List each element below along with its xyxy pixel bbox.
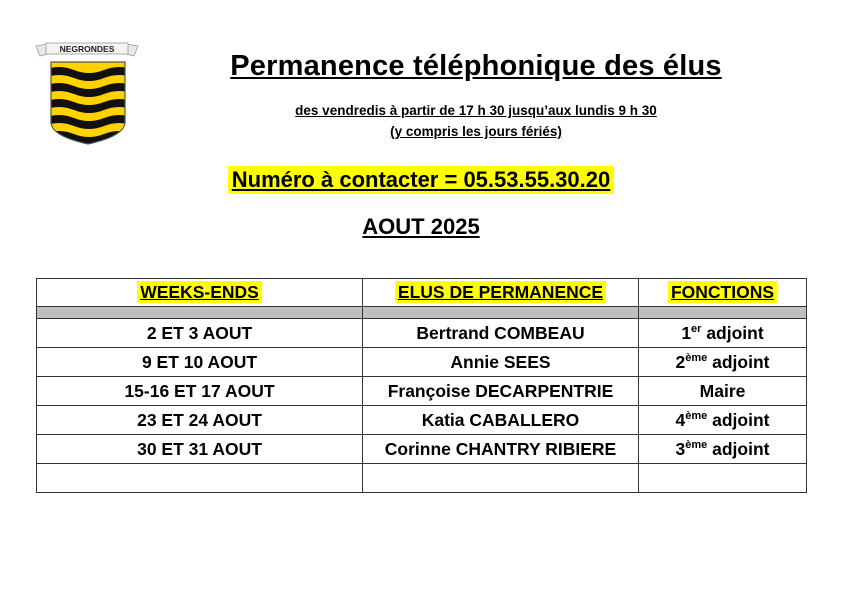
elected-name: Katia CABALLERO xyxy=(363,406,639,435)
function-cell: 2ème adjoint xyxy=(639,348,807,377)
elected-name: Annie SEES xyxy=(363,348,639,377)
function-cell: 3ème adjoint xyxy=(639,435,807,464)
month-heading: AOUT 2025 xyxy=(362,214,480,239)
table-row xyxy=(37,377,807,406)
weekend-dates: 30 ET 31 AOUT xyxy=(37,435,363,464)
weekend-dates: 15-16 ET 17 AOUT xyxy=(37,377,363,406)
function-cell: 4ème adjoint xyxy=(639,406,807,435)
function-cell: 1er adjoint xyxy=(639,319,807,348)
weekend-dates: 9 ET 10 AOUT xyxy=(37,348,363,377)
table-row xyxy=(37,435,807,464)
weekend-dates: 2 ET 3 AOUT xyxy=(37,319,363,348)
elected-name: Corinne CHANTRY RIBIERE xyxy=(363,435,639,464)
table-row xyxy=(37,406,807,435)
col-header-fonctions: FONCTIONS xyxy=(639,279,807,307)
contact-phone-number: Numéro à contacter = 05.53.55.30.20 xyxy=(228,166,615,194)
elected-name: Bertrand COMBEAU xyxy=(363,319,639,348)
table-row xyxy=(37,319,807,348)
table-header-row xyxy=(37,279,807,307)
separator-row xyxy=(37,307,807,319)
function-cell: Maire xyxy=(639,377,807,406)
empty-row xyxy=(37,464,807,493)
schedule-subtitle: des vendredis à partir de 17 h 30 jusqu’aux lundis 9 h 30 xyxy=(295,103,657,118)
crest-banner-text: NEGRONDES xyxy=(59,44,115,54)
holidays-note: (y compris les jours fériés) xyxy=(390,124,562,139)
table-row xyxy=(37,348,807,377)
page-title: Permanence téléphonique des élus xyxy=(230,50,722,82)
contact-block xyxy=(0,166,842,194)
elected-name: Françoise DECARPENTRIE xyxy=(363,377,639,406)
col-header-elus: ELUS DE PERMANENCE xyxy=(363,279,639,307)
permanence-table xyxy=(36,278,807,493)
weekend-dates: 23 ET 24 AOUT xyxy=(37,406,363,435)
col-header-weekends: WEEKS-ENDS xyxy=(37,279,363,307)
